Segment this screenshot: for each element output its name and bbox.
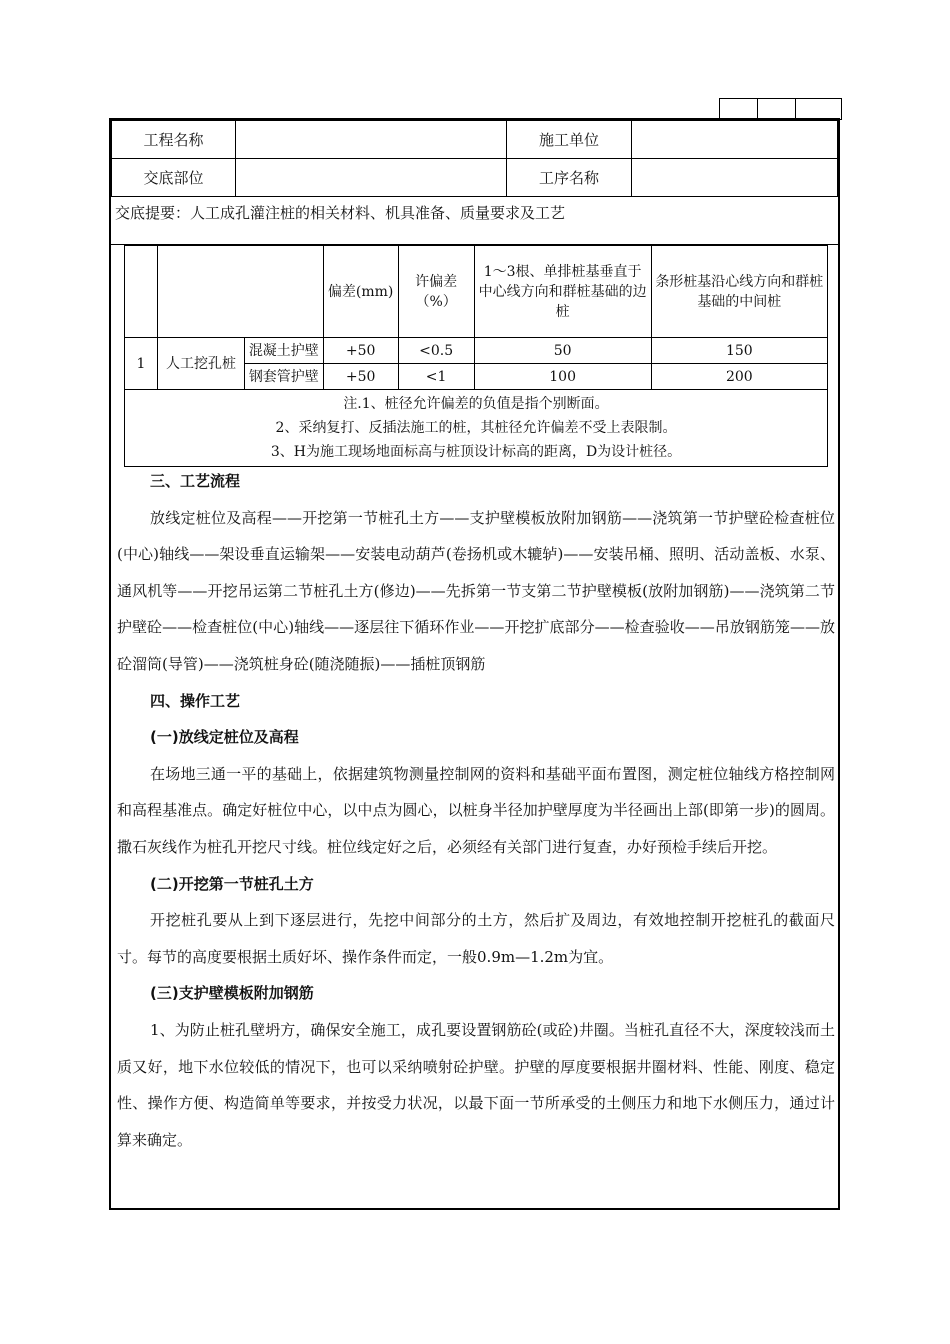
pile-type: 人工挖孔桩 bbox=[158, 338, 245, 390]
table-cell bbox=[125, 246, 158, 338]
corner-boxes bbox=[719, 98, 842, 120]
paragraph: 1、为防止桩孔壁坍方，确保安全施工，成孔要设置钢筋砼(或砼)井圈。当桩孔直径不大，深度较浅而土质又好，地下水位较低的情况下，也可以采纳喷射砼护壁。护壁的厚度要根据井圈材料、性能、刚度、稳定性、操作方便、构造简单等要求，并按受力状况，以最下面一节所承受的土侧压力和地下水侧压力，通过计算来确定。 bbox=[117, 1020, 835, 1149]
section-heading: 三、工艺流程 bbox=[150, 472, 241, 490]
note-line: 3、H为施工现场地面标高与桩顶设计标高的距离，D为设计桩径。 bbox=[270, 444, 682, 460]
middle-pile-value: 150 bbox=[651, 338, 827, 364]
table-cell bbox=[158, 246, 324, 338]
corner-box bbox=[719, 98, 757, 120]
handover-part-label: 交底部位 bbox=[112, 159, 236, 197]
corner-box bbox=[757, 98, 795, 120]
process-name-value[interactable] bbox=[632, 159, 838, 197]
note-line: 注.1、桩径允许偏差的负值是指个别断面。 bbox=[343, 396, 609, 412]
col-deviation: 偏差(mm) bbox=[323, 246, 398, 338]
subsection-heading: (三)支护壁模板附加钢筋 bbox=[150, 984, 314, 1003]
paragraph: 放线定桩位及高程——开挖第一节桩孔土方——支护壁模板放附加钢筋——浇筑第一节护壁砼检查桩位(中心)轴线——架设垂直运输架——安装电动葫芦(卷扬机或木辘轳)——安装吊桶、照明、活动盖板、水泵、通风机等——开挖吊运第二节桩孔土方(修边)——先拆第一节支第二节护壁模板(放附加钢筋)——浇筑第二节护壁砼——检查桩位(中心)轴线——逐层往下循环作业——开挖扩底部分——检查验收——吊放钢筋笼——放砼溜筒(导管)——浇筑桩身砼(随浇随振)——插桩顶钢筋 bbox=[117, 508, 835, 673]
col-middle-piles: 条形桩基沿心线方向和群桩基础的中间桩 bbox=[651, 246, 827, 338]
col-edge-piles: 1～3根、单排桩基垂直于中心线方向和群桩基础的边桩 bbox=[474, 246, 651, 338]
col-allowed: 许偏差（%） bbox=[398, 246, 474, 338]
tolerance-table bbox=[124, 245, 828, 467]
process-name-label: 工序名称 bbox=[507, 159, 632, 197]
corner-box bbox=[795, 98, 842, 120]
construction-unit-value[interactable] bbox=[632, 121, 838, 159]
project-name-value[interactable] bbox=[236, 121, 507, 159]
deviation-value: +50 bbox=[323, 364, 398, 390]
edge-pile-value: 100 bbox=[474, 364, 651, 390]
subsection-heading: (二)开挖第一节桩孔土方 bbox=[150, 874, 314, 893]
allowed-value: <0.5 bbox=[398, 338, 474, 364]
handover-summary: 交底提要：人工成孔灌注桩的相关材料、机具准备、质量要求及工艺 bbox=[115, 204, 566, 222]
row-number: 1 bbox=[125, 338, 158, 390]
table-notes bbox=[125, 390, 828, 467]
edge-pile-value: 50 bbox=[474, 338, 651, 364]
handover-part-value[interactable] bbox=[236, 159, 507, 197]
wall-type: 钢套管护壁 bbox=[245, 364, 324, 390]
note-line: 2、采纳复打、反插法施工的桩，其桩径允许偏差不受上表限制。 bbox=[275, 420, 677, 436]
allowed-value: <1 bbox=[398, 364, 474, 390]
wall-type: 混凝土护壁 bbox=[245, 338, 324, 364]
subsection-heading: (一)放线定桩位及高程 bbox=[150, 728, 299, 747]
section-heading: 四、操作工艺 bbox=[150, 691, 241, 710]
header-table bbox=[111, 120, 838, 197]
middle-pile-value: 200 bbox=[651, 364, 827, 390]
project-name-label: 工程名称 bbox=[112, 121, 236, 159]
handover-form bbox=[109, 118, 840, 1210]
paragraph: 在场地三通一平的基础上，依据建筑物测量控制网的资料和基础平面布置图，测定桩位轴线方格控制网和高程基准点。确定好桩位中心，以中点为圆心，以桩身半径加护壁厚度为半径画出上部(即第一步)的圆周。撒石灰线作为桩孔开挖尺寸线。桩位线定好之后，必须经有关部门进行复查，办好预检手续后开挖。 bbox=[117, 764, 835, 856]
deviation-value: +50 bbox=[323, 338, 398, 364]
body-text bbox=[117, 463, 835, 1158]
construction-unit-label: 施工单位 bbox=[507, 121, 632, 159]
paragraph: 开挖桩孔要从上到下逐层进行，先挖中间部分的土方，然后扩及周边，有效地控制开挖桩孔的截面尺寸。每节的高度要根据土质好坏、操作条件而定，一般0.9m—1.2m为宜。 bbox=[117, 911, 835, 966]
